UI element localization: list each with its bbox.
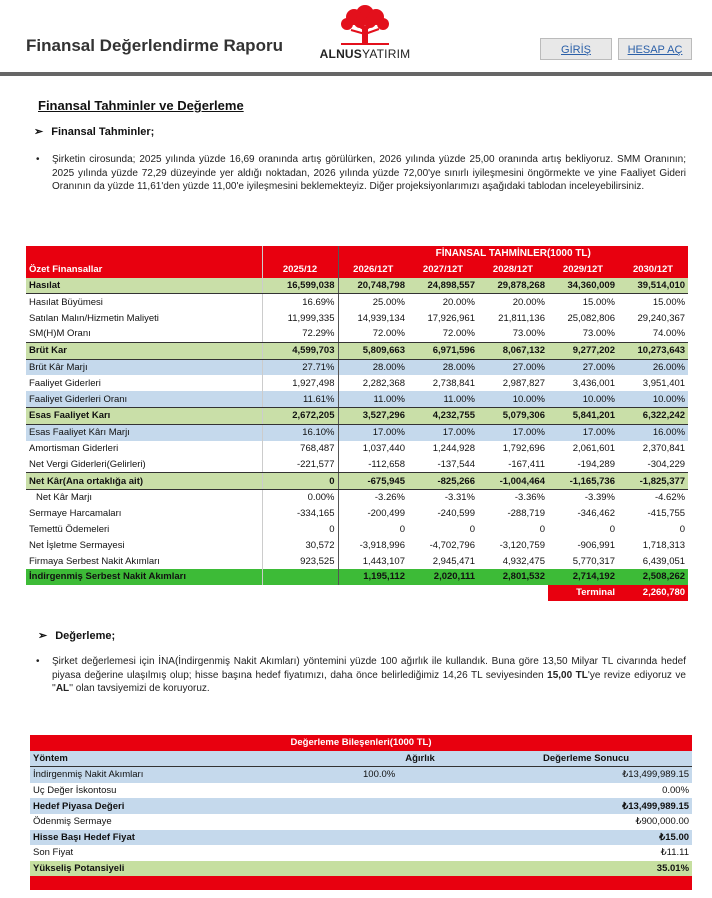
- row-value: -240,599: [437, 508, 475, 520]
- tree-logo-icon: [335, 4, 395, 46]
- row-value: 2,672,205: [262, 407, 338, 424]
- row-value: 72.00%: [408, 326, 478, 342]
- row-value: 16.00%: [618, 424, 688, 440]
- row-value: -221,577: [262, 456, 338, 472]
- valuation-weight: [360, 861, 480, 877]
- forecast-paragraph: • Şirketin cirosunda; 2025 yılında yüzde 16,69 oranında artış görülürken, 2026 yılında yüzde 25,00 oranında artış bekliyoruz. SMM Oranının; 2025 yılında yüzde 72,29 düzeyinde yer aldığı noktadan, 2026 yılında yüzde 72,00'ye sınırlı iyileşmesini öngörmekte ve yine Faaliyet Gideri Oranının da yüzde 11,61'den yüzde 11,00'e iyileşmesini beklemekteyiz. Diğer projeksiyonlarımızı aşağıdaki tablodan inceleyebilirsiniz.: [36, 154, 686, 192]
- row-value: 25,082,806: [567, 312, 615, 324]
- row-value: 74.00%: [618, 326, 688, 342]
- table-row: [26, 473, 688, 490]
- arrow-bullet-icon: ➢: [38, 630, 48, 642]
- row-value: 1,443,107: [338, 553, 408, 569]
- row-value: 5,841,201: [548, 407, 618, 424]
- row-label: Net Kâr(Ana ortaklığa ait): [26, 473, 262, 490]
- valuation-weight: [360, 814, 480, 830]
- terminal-value: 2,260,780: [618, 585, 688, 601]
- row-value: 29,878,268: [478, 278, 548, 294]
- row-value: -415,755: [647, 508, 686, 520]
- row-value: 0: [338, 522, 408, 538]
- table-row: [26, 456, 688, 472]
- row-value: 72.29%: [262, 326, 338, 342]
- valuation-value: 0.00%: [662, 785, 690, 797]
- page-header: [0, 0, 712, 76]
- subheading-valuation: ➢ Değerleme;: [38, 630, 116, 642]
- valuation-label: Hisse Başı Hedef Fiyat: [33, 831, 135, 843]
- valuation-row: [30, 798, 692, 814]
- row-value: 4,932,475: [502, 555, 545, 567]
- terminal-label: Terminal: [548, 585, 618, 601]
- blank-cell: [478, 585, 548, 601]
- row-value: 21,811,136: [498, 312, 545, 324]
- row-value: -1,825,377: [618, 473, 688, 490]
- valuation-label: İndirgenmiş Nakit Akımları: [33, 769, 144, 781]
- row-value: 6,439,051: [642, 555, 686, 567]
- table-row: [26, 342, 688, 359]
- row-label: Esas Faaliyet Kârı Marjı: [26, 424, 262, 440]
- blank-cell: [408, 585, 478, 601]
- row-value: 3,436,001: [572, 377, 615, 389]
- summary-header: Özet Finansallar: [26, 262, 262, 278]
- valuation-value: ₺900,000.00: [635, 816, 690, 828]
- row-label: Net İşletme Sermayesi: [29, 539, 125, 551]
- row-value: 29,240,367: [637, 312, 686, 324]
- row-value: 2,738,841: [432, 377, 475, 389]
- row-value: 3,951,401: [642, 377, 686, 389]
- row-label: Net Vergi Giderleri(Gelirleri): [26, 456, 262, 472]
- row-value: -304,229: [618, 456, 688, 472]
- bullet-dot-icon: •: [36, 656, 40, 667]
- blank-cell: [26, 246, 262, 262]
- table-row: [26, 375, 688, 391]
- valuation-table: [30, 735, 692, 890]
- valuation-row: [30, 861, 692, 877]
- row-label: Esas Faaliyet Karı: [26, 407, 262, 424]
- row-value: 28.00%: [408, 359, 478, 375]
- row-value: 34,360,009: [548, 278, 618, 294]
- row-value: -906,991: [577, 539, 615, 551]
- row-label: Amortisman Giderleri: [29, 442, 119, 454]
- row-value: -675,945: [338, 473, 408, 490]
- row-value: 0: [679, 523, 686, 535]
- row-label: SM(H)M Oranı: [26, 326, 262, 342]
- valuation-row: [30, 845, 692, 861]
- valuation-value: ₺13,499,989.15: [622, 769, 690, 781]
- table-row: [26, 553, 688, 569]
- year-header-row: [26, 262, 688, 278]
- valuation-footer-row: [30, 876, 692, 890]
- row-value: 2,370,841: [642, 442, 686, 454]
- table-row: [26, 310, 688, 326]
- year-header: 2026/12T: [338, 262, 408, 278]
- row-label: Faaliyet Giderleri: [29, 377, 101, 389]
- open-account-button[interactable]: HESAP AÇ: [618, 38, 692, 60]
- row-label: Firmaya Serbest Nakit Akımları: [29, 555, 160, 567]
- table-row: [26, 537, 688, 553]
- row-value: -3.39%: [584, 492, 615, 504]
- table-row: [26, 359, 688, 375]
- blank-cell: [262, 585, 338, 601]
- row-value: 20.00%: [512, 296, 545, 308]
- row-value: 3,527,296: [338, 407, 408, 424]
- valuation-row: [30, 814, 692, 830]
- table-row: [26, 407, 688, 424]
- row-value: -200,499: [338, 506, 408, 522]
- year-header: 2027/12T: [408, 262, 478, 278]
- row-value: 1,195,112: [338, 569, 408, 585]
- row-value: -346,462: [577, 508, 615, 520]
- blank-cell: [338, 585, 408, 601]
- login-button[interactable]: GİRİŞ: [540, 38, 612, 60]
- row-label: İndirgenmiş Serbest Nakit Akımları: [26, 569, 262, 585]
- row-value: -334,165: [262, 506, 338, 522]
- row-value: 10.00%: [618, 391, 688, 407]
- valuation-label: Uç Değer İskontosu: [33, 785, 117, 797]
- row-value: 17.00%: [338, 424, 408, 440]
- table-row: [26, 326, 688, 342]
- row-value: -288,719: [507, 508, 545, 520]
- row-value: 2,801,532: [478, 569, 548, 585]
- valuation-value: ₺11.11: [660, 847, 690, 859]
- row-value: -3.36%: [514, 492, 545, 504]
- row-label: Brüt Kâr Marjı: [26, 359, 262, 375]
- row-value: -1,165,736: [548, 473, 618, 490]
- row-value: 39,514,010: [618, 278, 688, 294]
- valuation-title-row: [30, 735, 692, 751]
- row-value: -3.26%: [338, 489, 408, 505]
- row-value: 5,079,306: [478, 407, 548, 424]
- row-value: 27.71%: [262, 359, 338, 375]
- row-label: Satılan Malın/Hizmetin Maliyeti: [29, 312, 159, 324]
- row-value: 0.00%: [262, 489, 338, 505]
- valuation-value: ₺15.00: [659, 831, 690, 843]
- row-value: 5,809,663: [338, 342, 408, 359]
- row-value: 73.00%: [548, 326, 618, 342]
- table-row: [26, 489, 688, 505]
- year-header: 2028/12T: [478, 262, 548, 278]
- row-value: 11.00%: [338, 391, 408, 407]
- row-value: 6,971,596: [408, 342, 478, 359]
- row-value: 923,525: [262, 553, 338, 569]
- row-label: Hasılat: [26, 278, 262, 294]
- row-label: Sermaye Harcamaları: [29, 508, 122, 520]
- row-value: 5,770,317: [572, 555, 615, 567]
- row-value: 4,232,755: [408, 407, 478, 424]
- row-value: -167,411: [478, 456, 548, 472]
- row-value: 17.00%: [478, 424, 548, 440]
- row-value: 10.00%: [478, 391, 548, 407]
- row-value: 27.00%: [478, 359, 548, 375]
- row-value: 9,277,202: [548, 342, 618, 359]
- report-title: Finansal Değerlendirme Raporu: [26, 36, 283, 55]
- bullet-dot-icon: •: [36, 154, 40, 165]
- section-title: Finansal Tahminler ve Değerleme: [38, 98, 244, 113]
- weight-header: Ağırlık: [360, 751, 480, 767]
- valuation-value: 35.01%: [656, 863, 690, 875]
- arrow-bullet-icon: ➢: [34, 126, 44, 138]
- row-value: 72.00%: [338, 326, 408, 342]
- row-value: 2,987,827: [502, 377, 545, 389]
- table-row: [26, 278, 688, 294]
- row-value: 27.00%: [548, 359, 618, 375]
- table-row: [26, 441, 688, 457]
- table-row: [26, 506, 688, 522]
- row-value: 20.00%: [442, 296, 475, 308]
- row-value: 11,999,335: [262, 310, 338, 326]
- row-value: -4.62%: [654, 492, 686, 504]
- method-header: Yöntem: [30, 751, 360, 767]
- row-value: 0: [262, 473, 338, 490]
- forecast-title: FİNANSAL TAHMİNLER(1000 TL): [338, 246, 688, 262]
- row-value: [262, 569, 338, 585]
- row-value: 28.00%: [338, 359, 408, 375]
- row-value: 15.00%: [582, 296, 615, 308]
- row-value: 30,572: [262, 537, 338, 553]
- row-value: 0: [609, 523, 615, 535]
- row-value: -4,702,796: [429, 539, 475, 551]
- red-footer-bar: [30, 876, 692, 890]
- row-value: -112,658: [338, 456, 408, 472]
- table-row: [26, 569, 688, 585]
- row-label: Brüt Kar: [26, 342, 262, 359]
- valuation-row: [30, 783, 692, 799]
- result-header: Değerleme Sonucu: [480, 751, 692, 767]
- row-value: 11.00%: [408, 391, 478, 407]
- row-value: 1,792,696: [502, 442, 545, 454]
- row-value: 16.10%: [262, 424, 338, 440]
- valuation-header-row: [30, 751, 692, 767]
- blank-cell: [26, 585, 262, 601]
- row-label: Temettü Ödemeleri: [29, 523, 110, 535]
- row-value: 768,487: [262, 441, 338, 457]
- row-value: 6,322,242: [618, 407, 688, 424]
- valuation-weight: [360, 845, 480, 861]
- year-header: 2029/12T: [548, 262, 618, 278]
- valuation-title: Değerleme Bileşenleri(1000 TL): [30, 735, 692, 751]
- year-header: 2030/12T: [618, 262, 688, 278]
- row-value: -137,544: [408, 456, 478, 472]
- row-value: 73.00%: [478, 326, 548, 342]
- row-value: 2,061,601: [572, 442, 615, 454]
- row-value: 2,508,262: [618, 569, 688, 585]
- row-value: 2,282,368: [338, 375, 408, 391]
- blank-cell: [262, 246, 338, 262]
- logo-text: ALNUSYATIRIM: [319, 47, 411, 61]
- valuation-weight: [360, 798, 480, 814]
- valuation-paragraph: • Şirket değerlemesi için İNA(İndirgenmiş Nakit Akımları) yöntemini yüzde 100 ağırlık ile kullandık. Buna göre 13,50 Milyar TL civarında hedef piyasa değerine ulaşılmış olup; hisse başına hedef fiyatımızı, daha önce belirlediğimiz 14,26 TL seviyesinden 15,00 TL'ye revize ediyoruz ve ''AL'' olan tavsiyemizi de koruyoruz.: [36, 656, 686, 694]
- row-label: Net Kâr Marjı: [36, 492, 92, 504]
- row-value: 2,714,192: [548, 569, 618, 585]
- row-value: -825,266: [408, 473, 478, 490]
- row-value: 1,037,440: [338, 441, 408, 457]
- row-value: 0: [539, 523, 545, 535]
- valuation-weight: [360, 783, 480, 799]
- row-value: 26.00%: [618, 359, 688, 375]
- row-value: 16,599,038: [262, 278, 338, 294]
- subheading-forecasts: ➢ Finansal Tahminler;: [34, 126, 155, 138]
- row-value: 1,718,313: [642, 539, 686, 551]
- table-row: [26, 294, 688, 310]
- financial-forecast-table: [26, 246, 688, 601]
- valuation-label: Hedef Piyasa Değeri: [33, 800, 125, 812]
- valuation-weight: 100.0%: [363, 769, 396, 781]
- row-value: 14,939,134: [338, 310, 408, 326]
- row-value: 0: [262, 522, 338, 538]
- row-value: 0: [469, 523, 475, 535]
- valuation-weight: [360, 830, 480, 846]
- row-value: 10,273,643: [618, 342, 688, 359]
- row-value: 1,244,928: [432, 442, 475, 454]
- row-value: 8,067,132: [478, 342, 548, 359]
- row-value: 4,599,703: [262, 342, 338, 359]
- row-value: -3,918,996: [338, 537, 408, 553]
- valuation-value: ₺13,499,989.15: [622, 800, 690, 812]
- terminal-row: [26, 585, 688, 601]
- valuation-row: [30, 767, 692, 783]
- valuation-label: Son Fiyat: [33, 847, 74, 859]
- row-value: 17.00%: [408, 424, 478, 440]
- table-row: [26, 391, 688, 407]
- row-value: 16.69%: [262, 294, 338, 310]
- row-value: 24,898,557: [408, 278, 478, 294]
- row-value: 15.00%: [652, 296, 686, 308]
- valuation-label: Yükseliş Potansiyeli: [33, 863, 125, 875]
- row-value: -3,120,759: [499, 539, 545, 551]
- row-value: 25.00%: [338, 294, 408, 310]
- row-value: 1,927,498: [262, 375, 338, 391]
- row-value: 2,945,471: [432, 555, 475, 567]
- valuation-label: Ödenmiş Sermaye: [33, 816, 112, 828]
- valuation-row: [30, 830, 692, 846]
- row-value: 17.00%: [548, 424, 618, 440]
- row-value: -1,004,464: [478, 473, 548, 490]
- row-value: -194,289: [548, 456, 618, 472]
- table-row: [26, 522, 688, 538]
- row-label: Faaliyet Giderleri Oranı: [26, 391, 262, 407]
- alnus-logo: [305, 4, 425, 66]
- row-value: 20,748,798: [338, 278, 408, 294]
- row-label: Hasılat Büyümesi: [29, 296, 103, 308]
- forecast-title-row: [26, 246, 688, 262]
- row-value: 17,926,961: [427, 312, 475, 324]
- row-value: 11.61%: [262, 391, 338, 407]
- table-row: [26, 424, 688, 440]
- row-value: 2,020,111: [408, 569, 478, 585]
- year-header: 2025/12: [262, 262, 338, 278]
- row-value: -3.31%: [444, 492, 475, 504]
- row-value: 10.00%: [548, 391, 618, 407]
